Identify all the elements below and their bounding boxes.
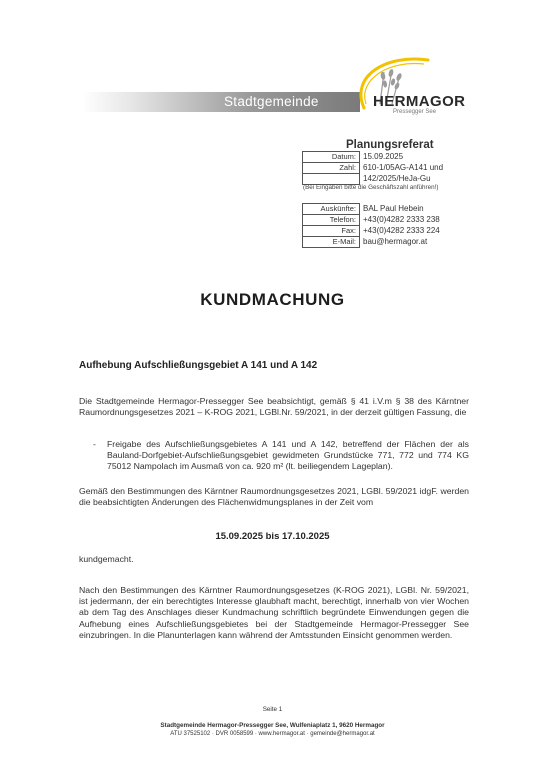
table-row — [303, 204, 444, 215]
footer-contact: ATU 37525102 · DVR 0058599 · www.hermagor.at · gemeinde@hermagor.at — [170, 731, 375, 737]
contact-table — [302, 203, 444, 248]
reference-label: Zahl: — [303, 163, 360, 174]
table-row — [303, 226, 444, 237]
announced-text: kundgemacht. — [79, 554, 134, 564]
paragraph-intro: Die Stadtgemeinde Hermagor-Pressegger See beabsichtigt, gemäß § 41 i.V.m § 38 des Kärntner Raumordnungsgesetzes 2021 – K-ROG 2021, LGBl.Nr. 59/2021, in der derzeit gültigen Fassung, die — [79, 396, 469, 418]
municipality-logo — [336, 46, 456, 136]
paragraph-objections: Nach den Bestimmungen des Kärntner Raumordnungsgesetzes (K-ROG 2021), LGBl. Nr. 59/2021, ist jedermann, der ein berechtigtes Interesse glaubhaft macht, berechtigt, innerhalb von vier Wochen ab dem Tag des Anschlages dieser Kundmachung schriftlich begründete Einwendungen gegen die Aufhebung eines Aufschließungsgebietes bei der Stadtgemeinde Hermagor-Pressegger See einzubringen. In die Planunterlagen kann während der Amtsstunden Einsicht genommen werden. — [79, 585, 469, 640]
reference-table — [302, 151, 447, 185]
logo-emblem-icon — [336, 46, 456, 136]
table-row — [303, 215, 444, 226]
reference-value-cont: 142/2025/HeJa-Gu — [363, 173, 431, 183]
fax-label: Fax: — [303, 226, 360, 237]
email-link[interactable]: bau@hermagor.at — [363, 236, 428, 246]
bullet-marker: - — [93, 439, 96, 449]
table-row — [303, 174, 447, 185]
logo-subtitle: Pressegger See — [393, 109, 437, 115]
table-row — [303, 152, 447, 163]
table-row — [303, 237, 444, 248]
logo-name: HERMAGOR — [373, 93, 466, 110]
reference-label-cont — [303, 174, 360, 185]
phone-label: Telefon: — [303, 215, 360, 226]
document-subject: Aufhebung Aufschließungsgebiet A 141 und A 142 — [79, 360, 318, 371]
info-label: Auskünfte: — [303, 204, 360, 215]
banner-text: Stadtgemeinde — [224, 94, 319, 109]
table-row — [303, 163, 447, 174]
footer-address: Stadtgemeinde Hermagor-Pressegger See, Wulfeniaplatz 1, 9620 Hermagor — [160, 722, 385, 729]
document-title: KUNDMACHUNG — [200, 290, 345, 309]
fax-value: +43(0)4282 2333 224 — [363, 225, 440, 235]
date-value: 15.09.2025 — [363, 151, 404, 161]
page-number: Seite 1 — [262, 706, 283, 713]
reference-value: 610-1/05AG-A141 und — [363, 162, 444, 172]
info-value: BAL Paul Hebein — [363, 203, 424, 213]
referat-title: Planungsreferat — [346, 139, 434, 151]
date-label: Datum: — [303, 152, 360, 163]
email-label: E-Mail: — [303, 237, 360, 248]
phone-value: +43(0)4282 2333 238 — [363, 214, 440, 224]
paragraph-period: Gemäß den Bestimmungen des Kärntner Raumordnungsgesetzes 2021, LGBl. 59/2021 idgF. werden die beabsichtigten Änderungen des Flächenwidmungsplanes in der Zeit vom — [79, 486, 469, 508]
date-range: 15.09.2025 bis 17.10.2025 — [215, 531, 330, 542]
bullet-item: Freigabe des Aufschließungsgebietes A 141 und A 142, betreffend der Flächen der als Bauland-Dorfgebiet-Aufschließungsgebiet gewidmeten Grundstücke 771, 772 und 774 KG 75012 Nampolach im Ausmaß von ca. 920 m² (lt. beiliegendem Lageplan). — [107, 439, 469, 472]
reference-hint: (Bei Eingaben bitte die Geschäftszahl anführen!) — [303, 184, 439, 191]
